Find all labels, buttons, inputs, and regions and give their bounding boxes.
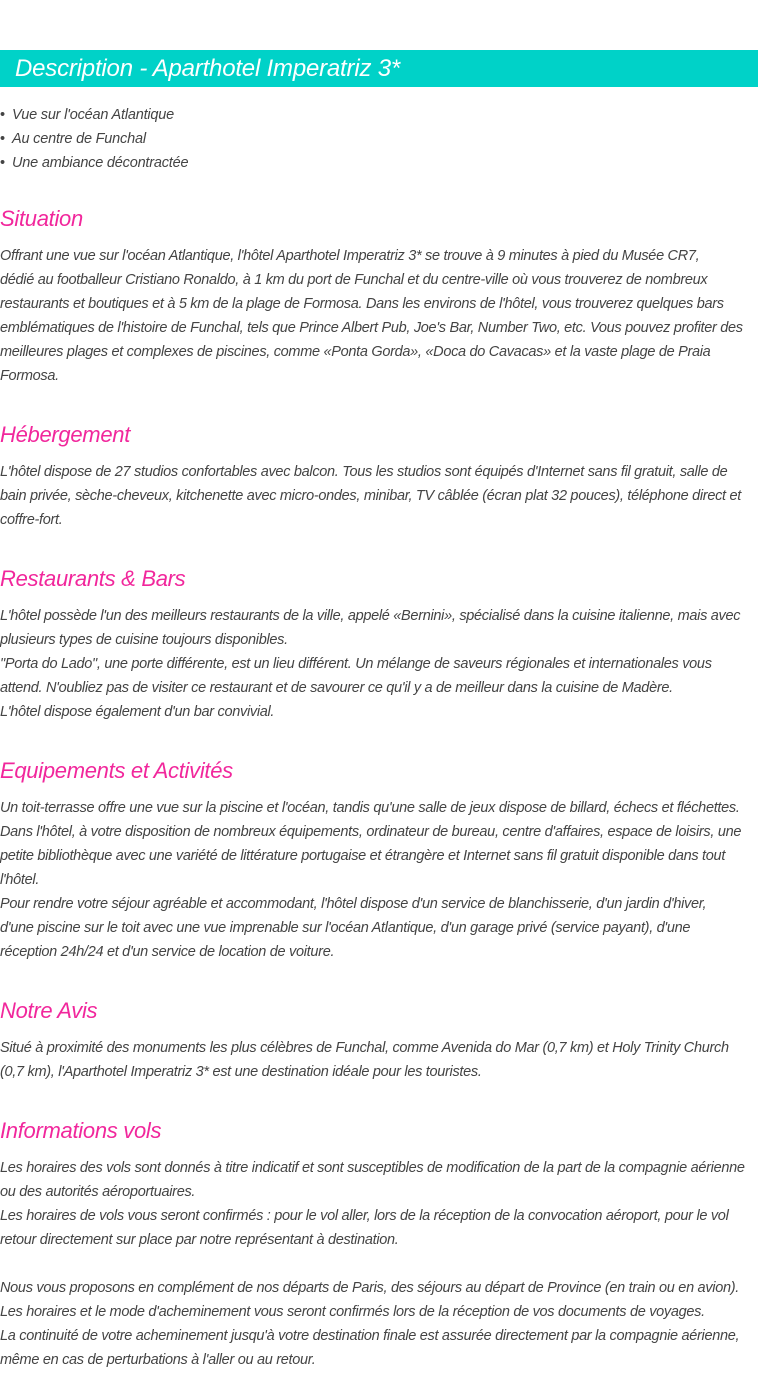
bullet-icon: •: [0, 107, 5, 123]
paragraph-line: dédié au footballeur Cristiano Ronaldo, à 1 km du port de Funchal et du centre-ville où vous trouverez de nombreux: [0, 272, 708, 288]
section-heading: Situation: [0, 206, 83, 231]
bullet-icon: •: [0, 131, 5, 147]
page-title: Description - Aparthotel Imperatriz 3*: [15, 55, 401, 82]
paragraph-line: Offrant une vue sur l'océan Atlantique, l'hôtel Aparthotel Imperatriz 3* se trouve à 9 minutes à pied du Musée CR7,: [0, 248, 700, 264]
paragraph-line: ou des autorités aéroportuaires.: [0, 1184, 196, 1200]
bullet-icon: •: [0, 155, 5, 171]
section-heading: Notre Avis: [0, 998, 98, 1023]
paragraph-line: emblématiques de l'histoire de Funchal, tels que Prince Albert Pub, Joe's Bar, Number Two, etc. Vous pouvez profiter des: [0, 320, 743, 336]
section-body: [0, 604, 758, 724]
section-notre-avis: [0, 996, 758, 1084]
paragraph-line: retour directement sur place par notre représentant à destination.: [0, 1232, 399, 1248]
paragraph-line: bain privée, sèche-cheveux, kitchenette avec micro-ondes, minibar, TV câblée (écran plat 32 pouces), téléphone direct et: [0, 488, 741, 504]
paragraph-line: Dans l'hôtel, à votre disposition de nombreux équipements, ordinateur de bureau, centre d'affaires, espace de loisirs, une: [0, 824, 742, 840]
section-informations-vols: [0, 1116, 758, 1372]
highlight-item: [0, 103, 758, 127]
paragraph-line: Situé à proximité des monuments les plus célèbres de Funchal, comme Avenida do Mar (0,7 km) et Holy Trinity Church: [0, 1040, 729, 1056]
paragraph-line: Pour rendre votre séjour agréable et accommodant, l'hôtel dispose d'un service de blanchisserie, d'un jardin d'hiver,: [0, 896, 707, 912]
paragraph-line: attend. N'oubliez pas de visiter ce restaurant et de savourer ce qu'il y a de meilleur dans la cuisine de Madère.: [0, 680, 673, 696]
section-body: [0, 796, 758, 964]
section-heading: Restaurants & Bars: [0, 566, 186, 591]
paragraph-line: l'hôtel.: [0, 872, 40, 888]
section-body: [0, 1036, 758, 1084]
paragraph-line: L'hôtel dispose également d'un bar convivial.: [0, 704, 275, 720]
paragraph-line: réception 24h/24 et d'un service de location de voiture.: [0, 944, 335, 960]
paragraph-line: coffre-fort.: [0, 512, 63, 528]
paragraph-line: meilleures plages et complexes de piscines, comme «Ponta Gorda», «Doca do Cavacas» et la vaste plage de Praia: [0, 344, 711, 360]
section-equipements-activites: [0, 756, 758, 964]
paragraph-line: Un toit-terrasse offre une vue sur la piscine et l'océan, tandis qu'une salle de jeux dispose de billard, échecs et fléchettes.: [0, 800, 740, 816]
paragraph-line: d'une piscine sur le toit avec une vue imprenable sur l'océan Atlantique, d'un garage privé (service payant), d'une: [0, 920, 691, 936]
section-body: [0, 460, 758, 532]
section-heading: Hébergement: [0, 422, 130, 447]
section-body: [0, 244, 758, 388]
paragraph-line: Formosa.: [0, 368, 59, 384]
section-body: [0, 1156, 758, 1372]
paragraph-line: Les horaires de vols vous seront confirmés : pour le vol aller, lors de la réception de la convocation aéroport, pour le vol: [0, 1208, 729, 1224]
highlight-item: [0, 151, 758, 175]
section-heading: Equipements et Activités: [0, 758, 233, 783]
paragraph-line: restaurants et boutiques et à 5 km de la plage de Formosa. Dans les environs de l'hôtel, vous trouverez quelques bars: [0, 296, 724, 312]
highlight-text: Une ambiance décontractée: [12, 155, 189, 171]
section-hebergement: [0, 420, 758, 532]
section-situation: [0, 204, 758, 388]
paragraph-line: Nous vous proposons en complément de nos départs de Paris, des séjours au départ de Province (en train ou en avion).: [0, 1280, 739, 1296]
highlights-list: [0, 103, 758, 175]
description-banner: [0, 50, 758, 87]
paragraph-line: La continuité de votre acheminement jusqu'à votre destination finale est assurée directement par la compagnie aérienne,: [0, 1328, 740, 1344]
paragraph-line: L'hôtel dispose de 27 studios confortables avec balcon. Tous les studios sont équipés d'Internet sans fil gratuit, salle de: [0, 464, 728, 480]
paragraph-line: plusieurs types de cuisine toujours disponibles.: [0, 632, 288, 648]
paragraph-line: (0,7 km), l'Aparthotel Imperatriz 3* est une destination idéale pour les touristes.: [0, 1064, 482, 1080]
highlight-text: Au centre de Funchal: [12, 131, 146, 147]
paragraph-line: Les horaires des vols sont donnés à titre indicatif et sont susceptibles de modification de la part de la compagnie aérienne: [0, 1160, 745, 1176]
paragraph-line: "Porta do Lado", une porte différente, est un lieu différent. Un mélange de saveurs régionales et internationales vous: [0, 656, 712, 672]
paragraph-line: L'hôtel possède l'un des meilleurs restaurants de la ville, appelé «Bernini», spécialisé dans la cuisine italienne, mais avec: [0, 608, 741, 624]
paragraph-line: même en cas de perturbations à l'aller ou au retour.: [0, 1352, 316, 1368]
highlight-item: [0, 127, 758, 151]
section-restaurants-bars: [0, 564, 758, 724]
paragraph-line: Les horaires et le mode d'acheminement vous seront confirmés lors de la réception de vos documents de voyages.: [0, 1304, 705, 1320]
paragraph-line: petite bibliothèque avec une variété de littérature portugaise et étrangère et Internet sans fil gratuit disponible dans tout: [0, 848, 726, 864]
highlight-text: Vue sur l'océan Atlantique: [12, 107, 175, 123]
section-heading: Informations vols: [0, 1118, 162, 1143]
paragraph-spacer: [0, 1252, 758, 1276]
